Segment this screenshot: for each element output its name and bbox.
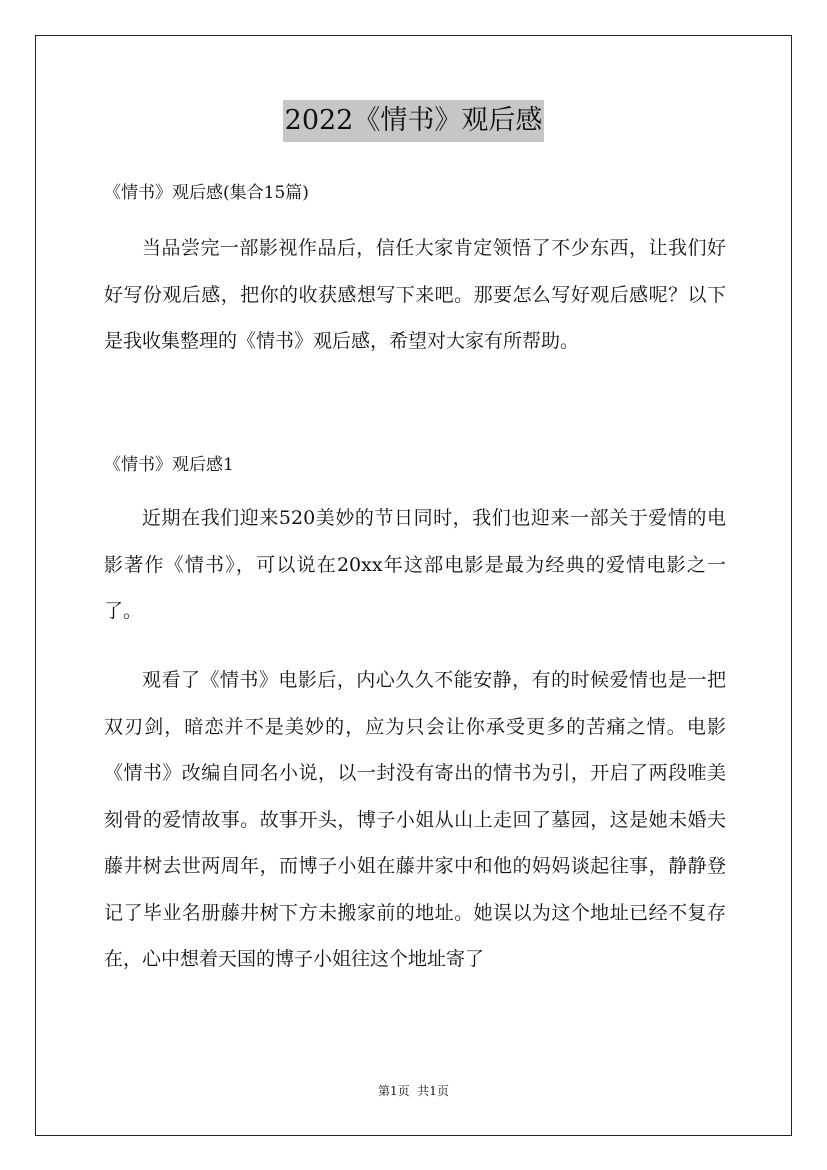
title-container [0, 100, 827, 142]
page-footer: 第1页 共1页 [378, 1084, 449, 1098]
document-subtitle: 《情书》观后感(集合15篇) [104, 183, 309, 203]
document-title: 2022《情书》观后感 [283, 100, 545, 142]
body-paragraph: 近期在我们迎来520美妙的节日同时，我们也迎来一部关于爱情的电影著作《情书》，可以说在20xx年这部电影是最为经典的爱情电影之一了。 [104, 507, 726, 622]
section-heading: 《情书》观后感1 [104, 455, 234, 475]
body-paragraph: 观看了《情书》电影后，内心久久不能安静，有的时候爱情也是一把双刃剑，暗恋并不是美妙的，应为只会让你承受更多的苦痛之情。电影《情书》改编自同名小说，以一封没有寄出的情书为引，开启了两段唯美刻骨的爱情故事。故事开头，博子小姐从山上走回了墓园，这是她未婚夫藤井树去世两周年，而博子小姐在藤井家中和他的妈妈谈起往事，静静登记了毕业名册藤井树下方未搬家前的地址。她误以为这个地址已经不复存在，心中想着天国的博子小姐往这个地址寄了 [104, 669, 726, 970]
intro-paragraph: 当品尝完一部影视作品后，信任大家肯定领悟了不少东西，让我们好好写份观后感，把你的收获感想写下来吧。那要怎么写好观后感呢？以下是我收集整理的《情书》观后感，希望对大家有所帮助。 [104, 237, 726, 352]
